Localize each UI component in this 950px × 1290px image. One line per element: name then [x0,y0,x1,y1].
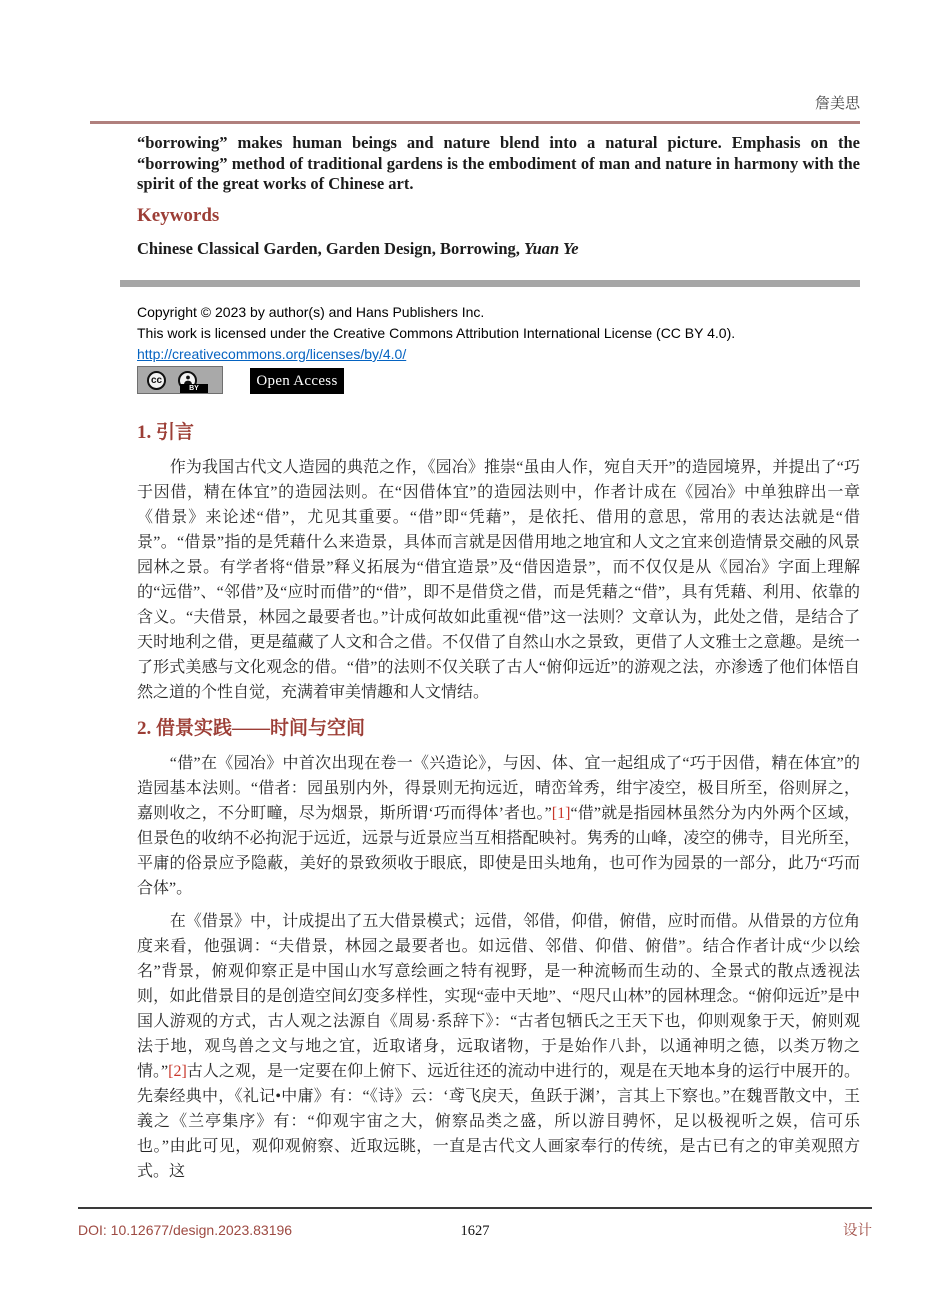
section-divider-bar [120,280,860,287]
keywords-heading: Keywords [137,205,220,226]
cc-icon: cc [147,371,166,390]
license-badges [137,366,344,394]
section-2-paragraph-2 [137,909,860,1184]
cc-by-badge[interactable] [137,366,223,394]
paragraph-text: 古人之观，是一定要在仰上俯下、远近往还的流动中进行的，观是在天地本身的运行中展开的。先秦经典中，《礼记•中庸》有：“《诗》云：‘鸢飞戾天，鱼跃于渊’，言其上下察也。”在魏晋散文中，王義之《兰亭集序》有：“仰观宇宙之大，俯察品类之盛，所以游目骋怀，足以极视听之娱，信可乐也。”由此可见，观仰观俯察、近取远眺，一直是古代文人画家奉行的传统，是古已有之的审美观照方式。这 [137,1063,860,1180]
journal-name: 设计 [843,1223,872,1239]
header-rule [90,121,860,124]
keywords-list-text: Chinese Classical Garden, Garden Design, Borrowing, [137,239,525,258]
article-body [137,421,860,1184]
page-footer [78,1219,872,1240]
citation-ref-1[interactable]: [1] [551,805,571,822]
keywords-italic-term: Yuan Ye [524,239,579,258]
citation-ref-2[interactable]: [2] [168,1063,187,1080]
cc-license-line: This work is licensed under the Creative Commons Attribution International License (CC BY 4.0). [137,325,736,341]
cc-license-link[interactable]: http://creativecommons.org/licenses/by/4.0/ [137,346,407,362]
copyright-line: Copyright © 2023 by author(s) and Hans Publishers Inc. [137,304,485,320]
section-2-heading: 2. 借景实践——时间与空间 [137,718,366,739]
footer-rule [78,1207,872,1209]
open-access-badge: Open Access [250,368,344,394]
abstract-continuation-text: “borrowing” makes human beings and nature blend into a natural picture. Emphasis on the “borrowing” method of traditional gardens is the embodiment of man and nature in harmony with the spirit of the great works of Chinese art. [137,133,860,193]
paragraph-text: “借”就是指园林虽然分为内外两个区域，但景色的收纳不必拘泥于远近，远景与近景应当互相搭配映衬。隽秀的山峰，凌空的佛寺，目光所至，平庸的俗景应予隐蔽，美好的景致须收于眼底，即使是田头地角，也可作为园景的一部分，此乃“巧而合体”。 [137,805,860,897]
keywords-list [137,239,860,259]
license-block [137,302,860,365]
cc-by-label: BY [180,384,208,393]
doi-link[interactable]: DOI: 10.12677/design.2023.83196 [78,1222,293,1238]
paragraph-text: “借”在《园冶》中首次出现在卷一《兴造论》，与因、体、宜一起组成了“巧于因借，精在体宜”的造园基本法则。“借者：园虽别内外，得景则无拘远近，晴峦耸秀，绀宇凌空，极目所至，俗则屏之，嘉则收之，不分町疃，尽为烟景，斯所谓‘巧而得体’者也。” [137,755,860,822]
section-1-paragraph: 作为我国古代文人造园的典范之作，《园冶》推崇“虽由人作，宛自天开”的造园境界，并提出了“巧于因借，精在体宜”的造园法则。在“因借体宜”的造园法则中，作者计成在《园冶》中单独辟出一章《借景》来论述“借”，尤见其重要。“借”即“凭藉”，是依托、借用的意思，常用的表达法就是“借景”。“借景”指的是凭藉什么来造景，具体而言就是因借用地之地宜和人文之宜来创造情景交融的风景园林之景。有学者将“借景”释义拓展为“借宜造景”及“借因造景”，而不仅仅是从《园冶》字面上理解的“远借”、“邻借”及“应时而借”的“借”，即不是借贷之借，而是凭藉之“借”，具有凭藉、利用、依靠的含义。“夫借景，林园之最要者也。”计成何故如此重视“借”这一法则？文章认为，此处之借，是结合了天时地利之借，更是蕴藏了人文和合之借。不仅借了自然山水之景致，更借了人文雅士之意趣。是统一了形式美感与文化观念的借。“借”的法则不仅关联了古人“俯仰远近”的游观之法，亦渗透了他们体悟自然之道的个性自觉，充满着审美情趣和人文情结。 [137,459,860,701]
page-number: 1627 [460,1223,490,1239]
section-2-paragraph-1 [137,751,860,901]
running-head-author: 詹美思 [814,96,860,112]
paragraph-text: 在《借景》中，计成提出了五大借景模式；远借，邻借，仰借，俯借，应时而借。从借景的方位角度来看，他强调：“夫借景，林园之最要者也。如远借、邻借、仰借、俯借”。结合作者计成“少以绘名”背景，俯观仰察正是中国山水写意绘画之特有视野，是一种流畅而生动的、全景式的散点透视法则，如此借景目的是创造空间幻变多样性，实现“壶中天地”、“咫尺山林”的园林理念。“俯仰远近”是中国人游观的方式，古人观之法源自《周易·系辞下》：“古者包牺氏之王天下也，仰则观象于天，俯则观法于地，观鸟兽之文与地之宜，近取诸身，远取诸物，于是始作八卦，以通神明之德，以类万物之情。” [137,913,860,1080]
section-1-heading: 1. 引言 [137,422,195,443]
